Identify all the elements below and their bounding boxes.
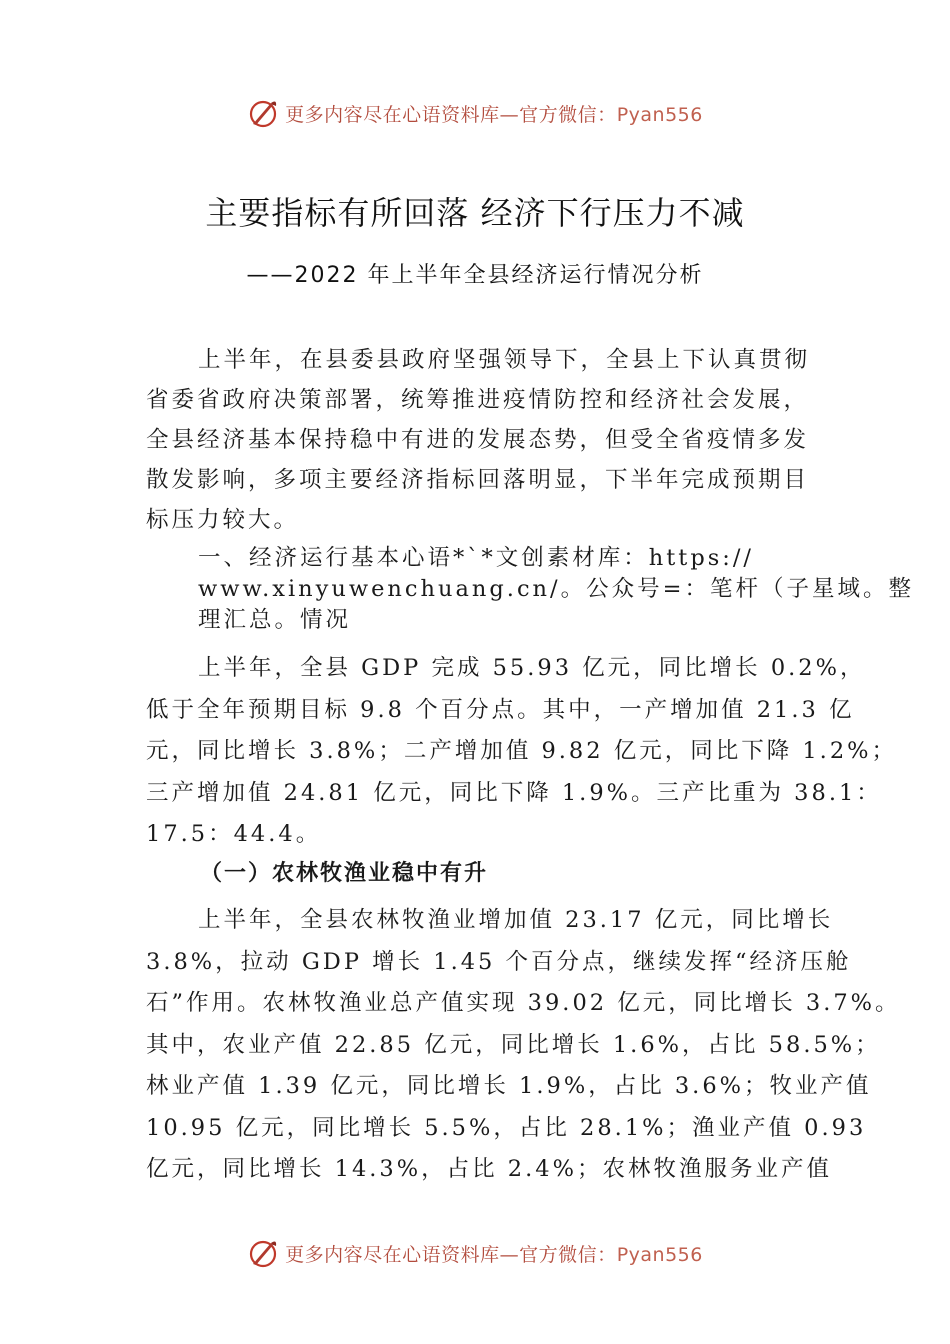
banner-wechat-id: Pyan556 — [616, 1243, 703, 1266]
text-line: 石”作用。农林牧渔业总产值实现 39.02 亿元，同比增长 3.7%。 — [146, 990, 901, 1016]
banner-slogan: 更多内容尽在心语资料库 — [285, 103, 500, 126]
text-line: 3.8%，拉动 GDP 增长 1.45 个百分点，继续发挥“经济压舱 — [146, 948, 852, 975]
footer-banner — [0, 1235, 950, 1271]
document-title: 主要指标有所回落 经济下行压力不减 — [205, 194, 745, 232]
text-line: 其中，农业产值 22.85 亿元，同比增长 1.6%，占比 58.5%； — [146, 1031, 881, 1058]
quill-pen-logo-icon — [247, 1237, 279, 1269]
banner-wechat-label: 官方微信： — [519, 103, 617, 126]
text-line: 林业产值 1.39 亿元，同比增长 1.9%，占比 3.6%；牧业产值 — [146, 1073, 872, 1099]
document-subtitle: ——2022 年上半年全县经济运行情况分析 — [246, 263, 704, 288]
text-line: www.xinyuwenchuang.cn/。公众号=：笔杆（子星域。整 — [198, 576, 914, 602]
gdp-paragraph — [146, 648, 898, 856]
banner-wechat-id: Pyan556 — [616, 103, 703, 126]
banner-text — [285, 100, 703, 127]
banner-separator: — — [499, 1243, 520, 1266]
agriculture-heading: （一）农林牧渔业稳中有升 — [200, 861, 489, 886]
text-line: 低于全年预期目标 9.8 个百分点。其中，一产增加值 21.3 亿 — [146, 696, 855, 723]
text-line: 散发影响，多项主要经济指标回落明显，下半年完成预期目 — [146, 467, 810, 493]
text-line: 上半年，在县委县政府坚强领导下，全县上下认真贯彻 — [198, 347, 811, 373]
text-line: 上半年，全县农林牧渔业增加值 23.17 亿元，同比增长 — [198, 907, 834, 933]
text-line: 三产增加值 24.81 亿元，同比下降 1.9%。三产比重为 38.1： — [146, 779, 882, 806]
text-line: 亿元，同比增长 14.3%，占比 2.4%；农林牧渔服务业产值 — [146, 1156, 832, 1182]
agriculture-paragraph — [146, 900, 901, 1191]
text-line: 理汇总。情况 — [198, 607, 352, 633]
text-line: 10.95 亿元，同比增长 5.5%，占比 28.1%；渔业产值 0.93 — [146, 1114, 867, 1141]
quill-pen-logo-icon — [247, 97, 279, 129]
banner-separator: — — [499, 103, 520, 126]
banner-wechat-label: 官方微信： — [519, 1243, 617, 1266]
header-banner — [0, 95, 950, 131]
text-line: 全县经济基本保持稳中有进的发展态势，但受全省疫情多发 — [146, 427, 810, 453]
text-line: 一、经济运行基本心语*`*文创素材库：https:// — [198, 545, 755, 571]
text-line: 省委省政府决策部署，统筹推进疫情防控和经济社会发展， — [146, 387, 810, 413]
text-line: 17.5：44.4。 — [146, 821, 322, 847]
section-one-heading — [146, 543, 914, 636]
banner-text — [285, 1240, 703, 1267]
text-line: 标压力较大。 — [146, 507, 300, 533]
banner-slogan: 更多内容尽在心语资料库 — [285, 1243, 500, 1266]
text-line: 元，同比增长 3.8%；二产增加值 9.82 亿元，同比下降 1.2%； — [146, 738, 898, 764]
text-line: 上半年，全县 GDP 完成 55.93 亿元，同比增长 0.2%， — [198, 655, 866, 681]
intro-paragraph — [146, 340, 814, 540]
